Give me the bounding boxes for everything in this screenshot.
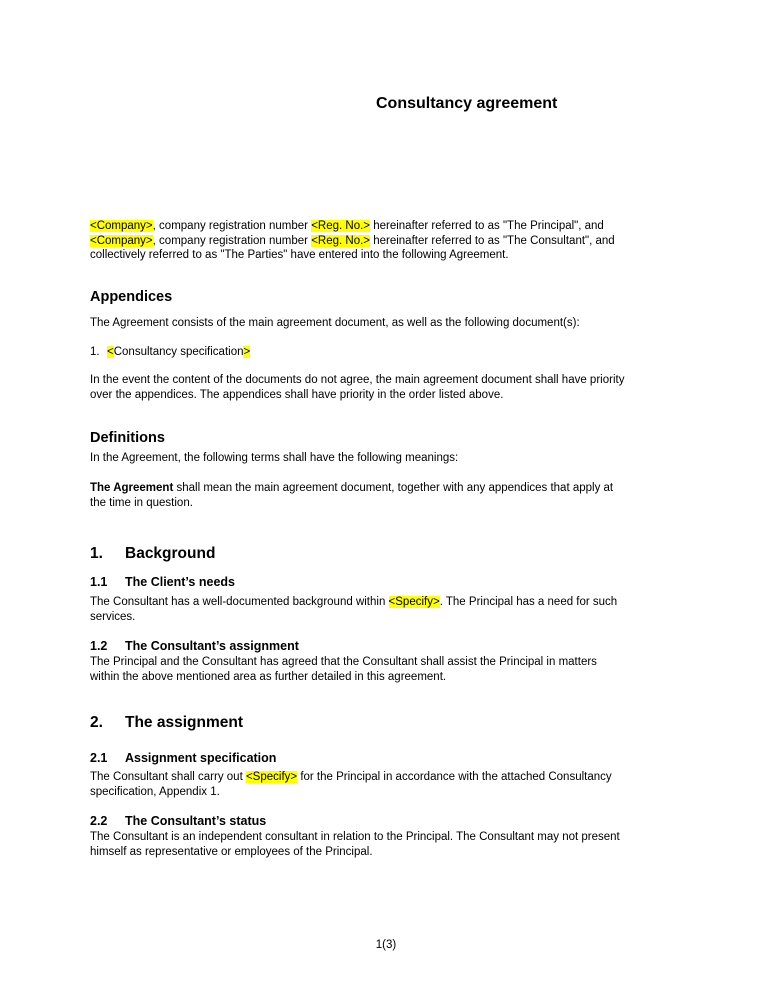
section-title: The assignment bbox=[125, 714, 243, 731]
subsection-1-2-heading bbox=[90, 639, 696, 654]
subsection-title: The Client’s needs bbox=[125, 575, 235, 589]
section-1-heading bbox=[90, 545, 696, 563]
text-run: specification, Appendix 1. bbox=[90, 785, 220, 798]
text-run: hereinafter referred to as "The Principal", and bbox=[370, 220, 604, 232]
subsection-2-2-body bbox=[90, 830, 696, 859]
text-run: Consultancy specification bbox=[113, 346, 244, 358]
subsection-1-1-heading bbox=[90, 575, 696, 590]
text-run: services. bbox=[90, 610, 136, 623]
section-2-heading bbox=[90, 714, 696, 732]
text-run: hereinafter referred to as "The Consultant", and bbox=[370, 234, 615, 247]
text-run: himself as representative or employees of the Principal. bbox=[90, 845, 373, 858]
list-number: 1. bbox=[90, 346, 100, 358]
text-run: shall mean the main agreement document, together with any appendices that apply at bbox=[173, 482, 614, 494]
placeholder-field[interactable]: <Specify> bbox=[245, 771, 298, 783]
text-run: for the Principal in accordance with the attached Consultancy bbox=[297, 771, 612, 783]
subsection-title: Assignment specification bbox=[125, 751, 277, 765]
text-run: In the event the content of the documents do not agree, the main agreement document shall have priority bbox=[90, 374, 625, 386]
placeholder-field[interactable]: < bbox=[107, 346, 114, 358]
text-run: . The Principal has a need for such bbox=[439, 596, 618, 608]
priority-note bbox=[90, 373, 696, 402]
section-title: Background bbox=[125, 545, 216, 562]
text-run: , company registration number bbox=[152, 220, 312, 232]
text-run: The Principal and the Consultant has agreed that the Consultant shall assist the Principal in matters bbox=[90, 656, 597, 668]
subsection-2-1-heading bbox=[90, 751, 696, 766]
appendix-list-item-text bbox=[107, 345, 250, 360]
subsection-title: The Consultant’s assignment bbox=[125, 639, 299, 653]
intro-paragraph bbox=[90, 219, 696, 263]
subsection-number: 1.1 bbox=[90, 575, 108, 589]
section-number: 2. bbox=[90, 714, 103, 731]
subsection-number: 2.1 bbox=[90, 751, 108, 765]
text-run: , company registration number bbox=[152, 234, 312, 247]
placeholder-field[interactable]: <Company> bbox=[90, 220, 153, 232]
placeholder-field[interactable]: <Company> bbox=[90, 234, 153, 247]
placeholder-field[interactable]: <Reg. No.> bbox=[311, 220, 371, 232]
text-run: over the appendices. The appendices shall have priority in the order listed above. bbox=[90, 388, 504, 401]
text-run: The Agreement bbox=[90, 482, 174, 494]
appendices-intro: The Agreement consists of the main agreement document, as well as the following document(s): bbox=[90, 317, 580, 329]
definitions-intro: In the Agreement, the following terms shall have the following meanings: bbox=[90, 452, 459, 464]
section-number: 1. bbox=[90, 545, 103, 562]
document-title: Consultancy agreement bbox=[376, 95, 558, 112]
text-run: within the above mentioned area as further detailed in this agreement. bbox=[90, 670, 447, 683]
subsection-number: 1.2 bbox=[90, 639, 108, 653]
text-run: collectively referred to as "The Parties" have entered into the following Agreement. bbox=[90, 249, 509, 261]
subsection-2-1-body bbox=[90, 770, 696, 799]
placeholder-field[interactable]: > bbox=[243, 346, 251, 358]
appendix-list-item bbox=[90, 345, 696, 360]
text-run: The Consultant shall carry out bbox=[90, 771, 246, 783]
definitions-heading: Definitions bbox=[90, 430, 165, 446]
appendices-heading: Appendices bbox=[90, 289, 173, 305]
text-run: The Consultant is an independent consultant in relation to the Principal. The Consultant may not present bbox=[90, 831, 620, 843]
subsection-number: 2.2 bbox=[90, 814, 108, 828]
subsection-title: The Consultant’s status bbox=[125, 814, 267, 828]
placeholder-field[interactable]: <Specify> bbox=[388, 596, 440, 608]
page-number: 1(3) bbox=[375, 939, 397, 951]
text-run: The Consultant has a well-documented background within bbox=[90, 596, 389, 608]
subsection-2-2-heading bbox=[90, 814, 696, 829]
subsection-1-2-body bbox=[90, 655, 696, 684]
text-run: the time in question. bbox=[90, 496, 193, 509]
subsection-1-1-body bbox=[90, 595, 696, 624]
definition-the-agreement bbox=[90, 481, 696, 510]
placeholder-field[interactable]: <Reg. No.> bbox=[311, 234, 371, 247]
